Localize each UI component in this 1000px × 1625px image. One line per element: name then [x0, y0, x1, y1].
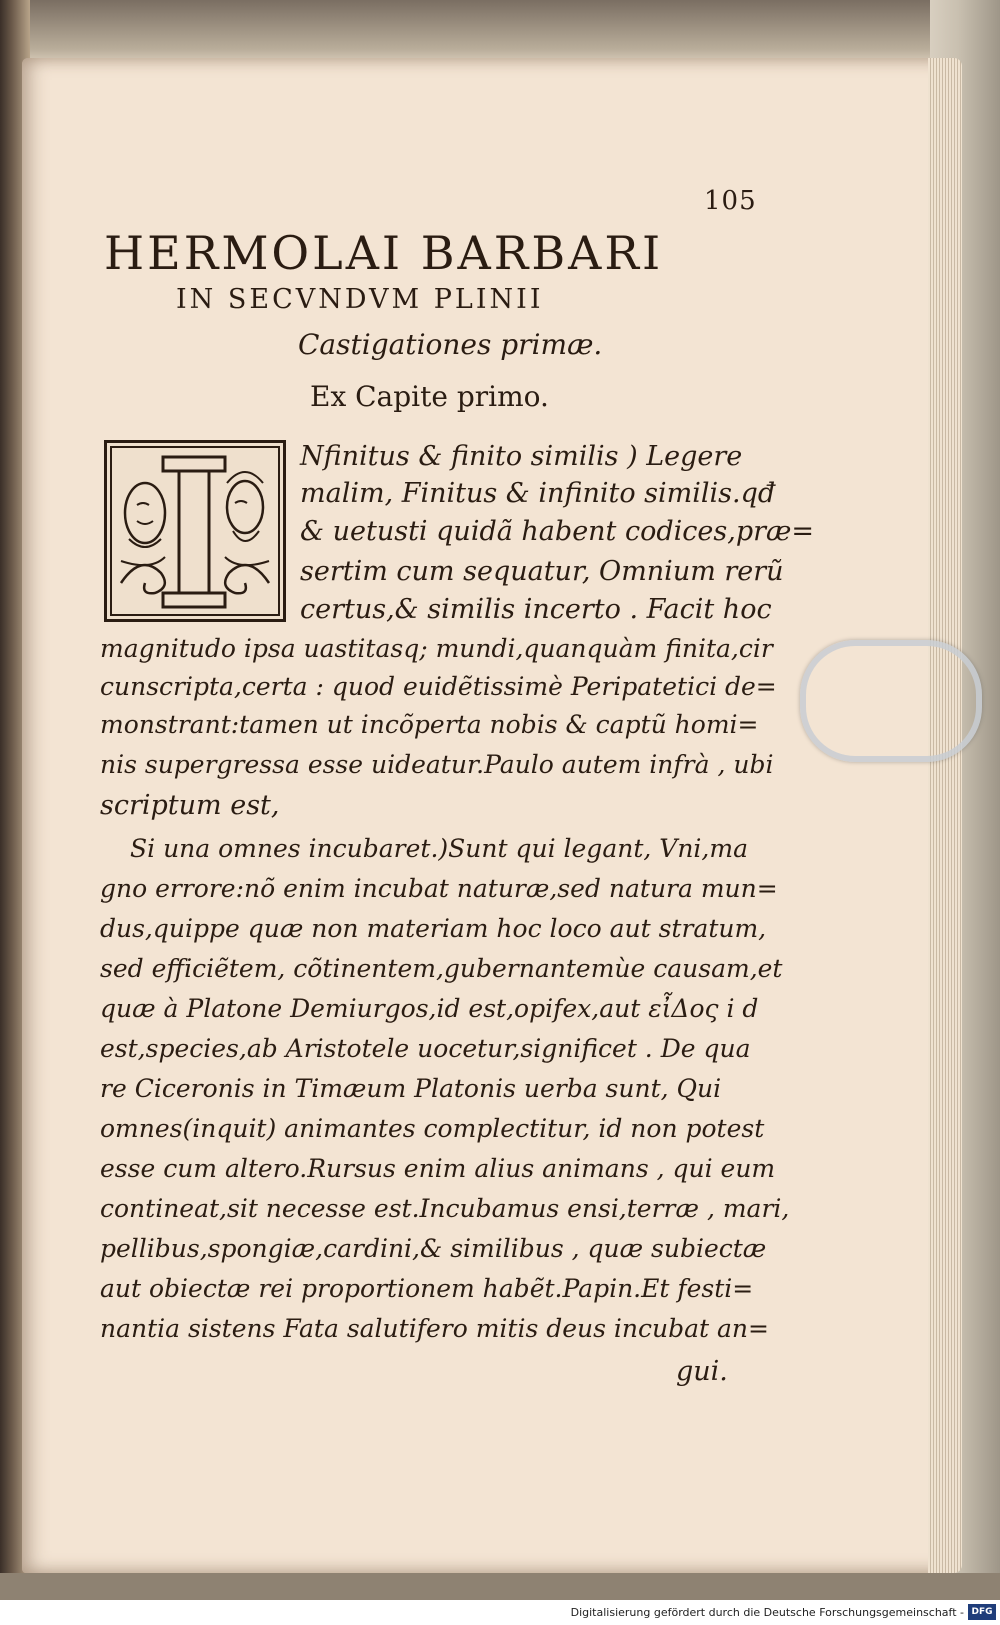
text-line: malim, Finitus & infinito similis.qđ — [300, 478, 776, 509]
text-line: quæ à Platone Demiurgos,id est,opifex,aut εἶΔος i d — [100, 994, 759, 1023]
text-line: dus,quippe quæ non materiam hoc loco aut stratum, — [100, 914, 767, 943]
scan-bottom-strip — [0, 1573, 1000, 1600]
text-line: aut obiectæ rei proportionem habẽt.Papin.Et festi= — [100, 1274, 754, 1303]
decorated-initial — [104, 440, 286, 622]
page-stack-edges — [928, 58, 962, 1573]
text-line: magnitudo ipsa uastitasq; mundi,quanquàm finita,cir — [100, 634, 773, 663]
text-line: certus,& similis incerto . Facit hoc — [300, 594, 772, 625]
text-line: cunscripta,certa : quod euidẽtissimè Peripatetici de= — [100, 672, 777, 701]
text-line: scriptum est, — [100, 790, 280, 821]
text-line: contineat,sit necesse est.Incubamus ensi,terræ , mari, — [100, 1194, 790, 1223]
title-castigationes: Castigationes primæ. — [298, 328, 603, 361]
page-number: 105 — [704, 186, 757, 216]
catchword: gui. — [676, 1356, 728, 1387]
text-line: monstrant:tamen ut incõperta nobis & captũ homi= — [100, 710, 759, 739]
text-line: pellibus,spongiæ,cardini,& similibus , quæ subiectæ — [100, 1234, 767, 1263]
text-line: esse cum altero.Rursus enim alius animans , qui eum — [100, 1154, 776, 1183]
text-line: sed efficiẽtem, cõtinentem,gubernantemùe causam,et — [100, 954, 783, 983]
footer-credit: Digitalisierung gefördert durch die Deutsche Forschungsgemeinschaft - — [570, 1606, 964, 1619]
decorated-initial-i-icon — [107, 443, 283, 619]
paper-clip — [800, 640, 982, 762]
text-line: gno errore:nõ enim incubat naturæ,sed natura mun= — [100, 874, 778, 903]
text-line: & uetusti quidã habent codices,præ= — [300, 516, 815, 547]
text-line: est,species,ab Aristotele uocetur,significet . De qua — [100, 1034, 751, 1063]
text-line: sertim cum sequatur, Omnium rerũ — [300, 556, 784, 587]
text-line: Si una omnes incubaret.)Sunt qui legant, Vni,ma — [130, 834, 748, 863]
title-subject: IN SECVNDVM PLINII — [176, 284, 544, 315]
title-author: HERMOLAI BARBARI — [104, 226, 664, 280]
chapter-heading: Ex Capite primo. — [310, 380, 549, 413]
text-line: Nfinitus & finito similis ) Legere — [300, 441, 743, 472]
text-line: nantia sistens Fata salutifero mitis deus incubat an= — [100, 1314, 769, 1343]
text-line: nis supergressa esse uideatur.Paulo autem infrà , ubi — [100, 750, 774, 779]
footer-bar — [0, 1600, 1000, 1625]
text-line: omnes(inquit) animantes complectitur, id non potest — [100, 1114, 765, 1143]
text-line: re Ciceronis in Timæum Platonis uerba sunt, Qui — [100, 1074, 722, 1103]
dfg-logo: DFG — [968, 1604, 996, 1620]
